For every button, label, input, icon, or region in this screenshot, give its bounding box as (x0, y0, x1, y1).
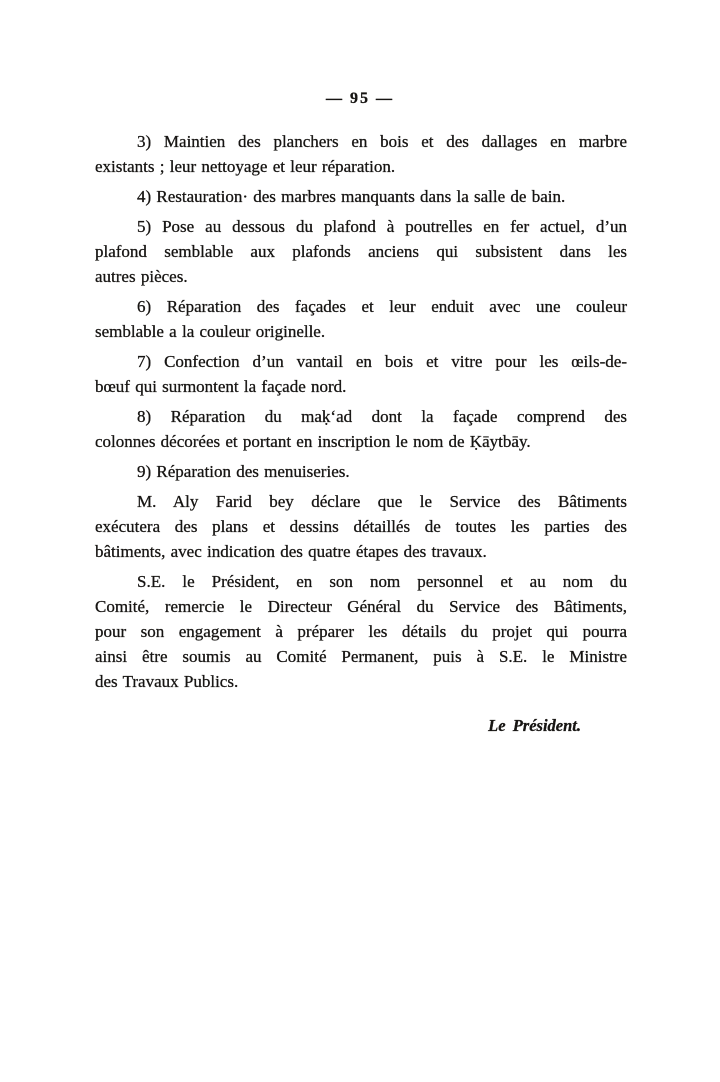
text-line: 6) Réparation des façades et leur enduit avec une couleur (137, 297, 627, 316)
paragraph (95, 459, 627, 484)
text-line: colonnes décorées et portant en inscription le nom de Ḳāytbāy. (95, 432, 531, 451)
paragraph (95, 349, 627, 399)
text-line: semblable a la couleur originelle. (95, 322, 326, 341)
document-body (95, 129, 627, 694)
text-line: bœuf qui surmontent la façade nord. (95, 377, 347, 396)
paragraph (95, 569, 627, 694)
paragraph (95, 129, 627, 179)
text-line: ainsi être soumis au Comité Permanent, puis à S.E. le Ministre (95, 647, 627, 666)
text-line: Comité, remercie le Directeur Général du Service des Bâtiments, (95, 597, 627, 616)
paragraph (95, 404, 627, 454)
text-line: des Travaux Publics. (95, 672, 239, 691)
text-line: 7) Confection d’un vantail en bois et vitre pour les œils-de- (137, 352, 627, 371)
text-line: S.E. le Président, en son nom personnel et au nom du (137, 572, 627, 591)
signature: Le Président. (488, 716, 581, 735)
text-line: pour son engagement à préparer les détails du projet qui pourra (95, 622, 627, 641)
text-line: existants ; leur nettoyage et leur réparation. (95, 157, 396, 176)
paragraph (95, 489, 627, 564)
text-line: 3) Maintien des planchers en bois et des dallages en marbre (137, 132, 627, 151)
paragraph (95, 184, 627, 209)
text-line: 5) Pose au dessous du plafond à poutrelles en fer actuel, d’un (137, 217, 627, 236)
text-line: exécutera des plans et dessins détaillés de toutes les parties des (95, 517, 627, 536)
text-line: 9) Réparation des menuiseries. (137, 462, 350, 481)
text-line: 4) Restauration· des marbres manquants dans la salle de bain. (137, 187, 566, 206)
text-line: plafond semblable aux plafonds anciens qui subsistent dans les (95, 242, 627, 261)
text-line: autres pièces. (95, 267, 188, 286)
text-line: bâtiments, avec indication des quatre étapes des travaux. (95, 542, 487, 561)
text-block (95, 129, 627, 738)
paragraph (95, 214, 627, 289)
paragraph (95, 294, 627, 344)
text-line: M. Aly Farid bey déclare que le Service des Bâtiments (137, 492, 627, 511)
page-number: — 95 — (326, 90, 394, 107)
text-line: 8) Réparation du maḳʻad dont la façade comprend des (137, 407, 627, 426)
